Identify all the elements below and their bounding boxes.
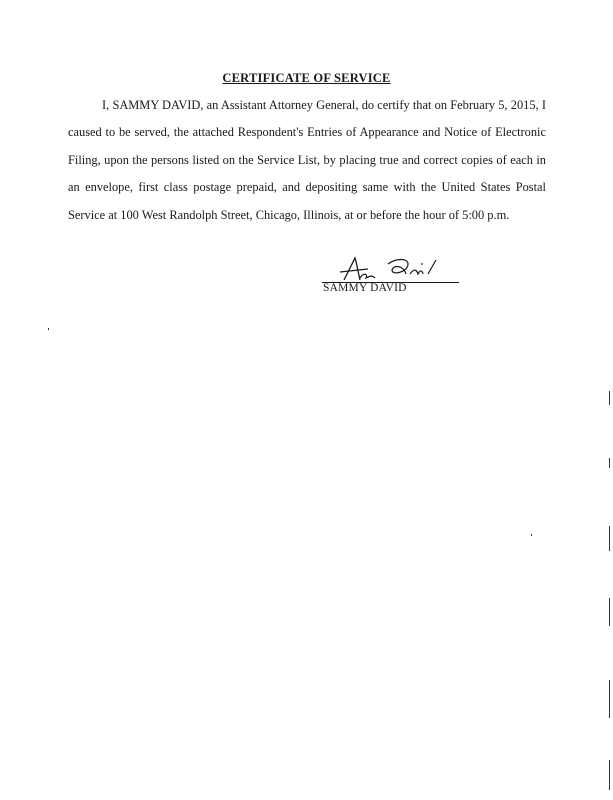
scan-mark [609,458,610,468]
scan-mark [609,760,610,790]
scan-mark [531,534,532,536]
scan-mark [609,526,610,551]
signature-block [322,250,462,300]
document-title: CERTIFICATE OF SERVICE [222,71,391,85]
signer-name: SAMMY DAVID [323,282,407,294]
scan-mark [48,328,49,330]
scan-mark [609,598,610,626]
scan-mark [609,680,610,718]
scan-mark [609,391,610,405]
certification-paragraph: I, SAMMY DAVID, an Assistant Attorney General, do certify that on February 5, 2015, I caused to be served, the attached Respondent's Entries of Appearance and Notice of Electronic Filing, upon the persons listed on the Service List, by placing true and correct copies of each in an envelope, first class postage prepaid, and depositing same with the United States Postal Service at 100 West Randolph Street, Chicago, Illinois, at or before the hour of 5:00 p.m. [68,98,546,222]
